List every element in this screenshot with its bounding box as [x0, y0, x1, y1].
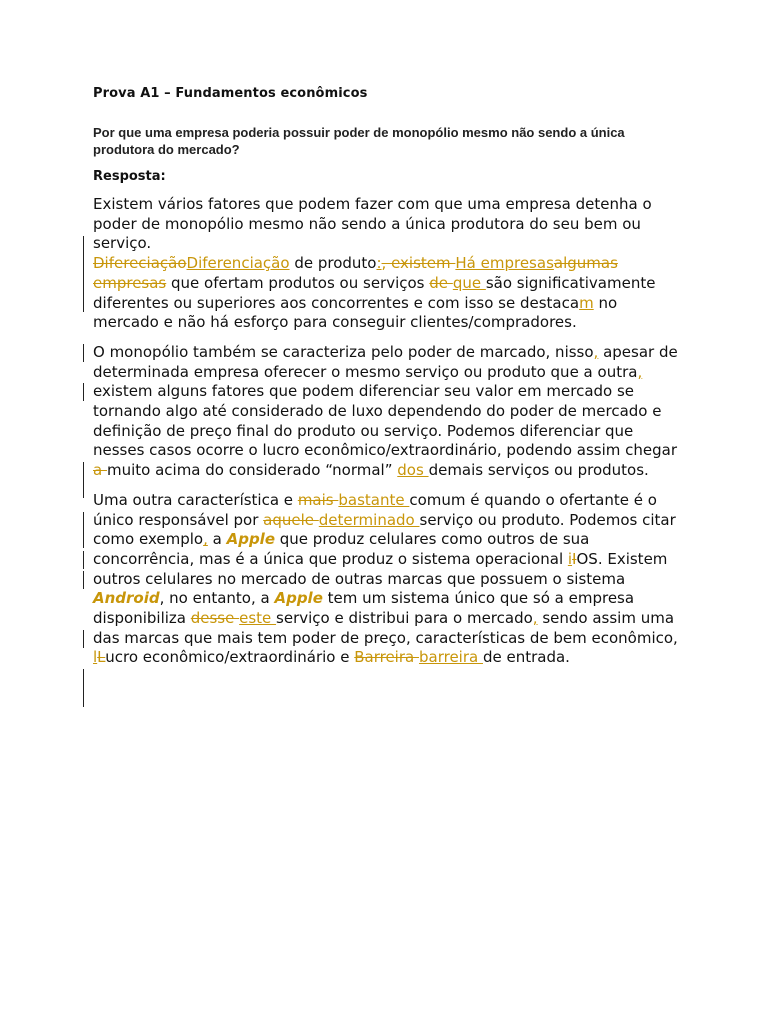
change-bar — [83, 344, 84, 362]
change-bar — [83, 236, 84, 312]
deleted-text: aquele — [263, 510, 319, 529]
inserted-text: i — [567, 549, 573, 568]
text-run: são significativamente diferentes ou superiores aos concorrentes e com isso se destaca — [93, 273, 656, 312]
inserted-text: : — [376, 254, 382, 273]
deleted-text: de — [429, 273, 453, 292]
text-run: tem um sistema único que só a empresa disponibiliza — [93, 589, 635, 628]
answer-paragraph-2 — [93, 343, 683, 481]
document-title: Prova A1 – Fundamentos econômicos — [93, 86, 368, 101]
change-bar — [83, 512, 84, 548]
deleted-text: Difereciação — [93, 254, 187, 273]
text-run: que produz celulares como outros de sua concorrência, mas é a única que produz o sistema operacional — [93, 530, 590, 568]
deleted-text: mais — [297, 490, 339, 509]
inserted-text: bastante — [338, 490, 410, 509]
text-run: Existem vários fatores que podem fazer com que uma empresa detenha o poder de monopólio mesmo não sendo a única produtora do seu bem ou serviço. — [93, 195, 652, 253]
text-run: a — [207, 530, 227, 549]
inserted-text: determinado — [318, 510, 420, 529]
text-run: serviço ou produto. Podemos citar como exemplo — [93, 510, 676, 549]
change-bar — [83, 462, 84, 498]
text-run: OS. Existem outros celulares no mercado de outras marcas que possuem o sistema — [93, 549, 668, 588]
text-run: demais serviços ou produtos. — [428, 461, 649, 480]
inserted-text: l — [93, 648, 98, 667]
inserted-text: Diferenciação — [186, 254, 290, 273]
answer-body — [93, 195, 683, 678]
change-bar — [83, 669, 84, 707]
text-run: apesar de determinada empresa oferecer o mesmo serviço ou produto que a outra — [93, 342, 678, 381]
text-run: que ofertam produtos ou serviços — [166, 273, 430, 292]
deleted-text: I — [572, 549, 577, 568]
inserted-text: que — [452, 273, 486, 292]
inserted-text: , — [593, 342, 599, 361]
inserted-text: , — [637, 362, 643, 381]
text-run: muito acima do considerado “normal” — [106, 461, 398, 480]
change-bar — [83, 551, 84, 569]
deleted-text: algumas empresas — [93, 254, 618, 292]
text-run: existem alguns fatores que podem diferenciar seu valor em mercado se tornando algo até considerado de luxo dependendo do poder de mercado e definição de preço final do produto ou serviço. Podemos diferenciar que nesses casos ocorre o lucro econômico/extraordinário, podendo assim chegar — [93, 382, 678, 460]
answer-label: Resposta: — [93, 169, 166, 184]
deleted-text: a — [93, 461, 107, 480]
question-text: Por que uma empresa poderia possuir poder de monopólio mesmo não sendo a única produtora do mercado? — [93, 125, 625, 157]
text-run: , no entanto, a — [159, 589, 275, 608]
inserted-text: este — [239, 609, 277, 628]
text-run: serviço e distribui para o mercado — [276, 609, 533, 628]
inserted-text: barreira — [418, 648, 483, 667]
text-run: no mercado e não há esforço para conseguir clientes/compradores. — [93, 293, 618, 332]
deleted-text: desse — [190, 609, 240, 628]
inserted-text: m — [579, 293, 594, 312]
text-run: Uma outra característica e — [93, 490, 298, 509]
answer-paragraph-3 — [93, 491, 683, 668]
change-bar — [83, 383, 84, 401]
inserted-text: Há empresas — [455, 254, 554, 273]
text-run: comum é quando o ofertante é o único responsável por — [93, 490, 657, 529]
text-run: de produto — [289, 254, 377, 273]
inserted-text: , — [203, 530, 208, 549]
brand-name-apple: Apple — [226, 530, 275, 549]
deleted-text: Barreira — [354, 648, 419, 667]
answer-paragraph-1 — [93, 195, 683, 333]
change-bar — [83, 571, 84, 589]
deleted-text: L — [97, 648, 106, 667]
inserted-text: , — [532, 609, 538, 628]
text-run: de entrada. — [482, 648, 570, 667]
text-run: sendo assim uma das marcas que mais tem poder de preço, características de bem econômico, — [93, 609, 678, 647]
brand-name-android: Android — [93, 589, 160, 608]
inserted-text: dos — [397, 461, 429, 480]
text-run: O monopólio também se caracteriza pelo poder de marcado, nisso — [93, 342, 594, 361]
text-run: ucro econômico/extraordinário e — [105, 648, 355, 667]
deleted-text: , existem — [381, 254, 456, 273]
change-bar — [83, 630, 84, 648]
brand-name-apple: Apple — [274, 589, 323, 608]
